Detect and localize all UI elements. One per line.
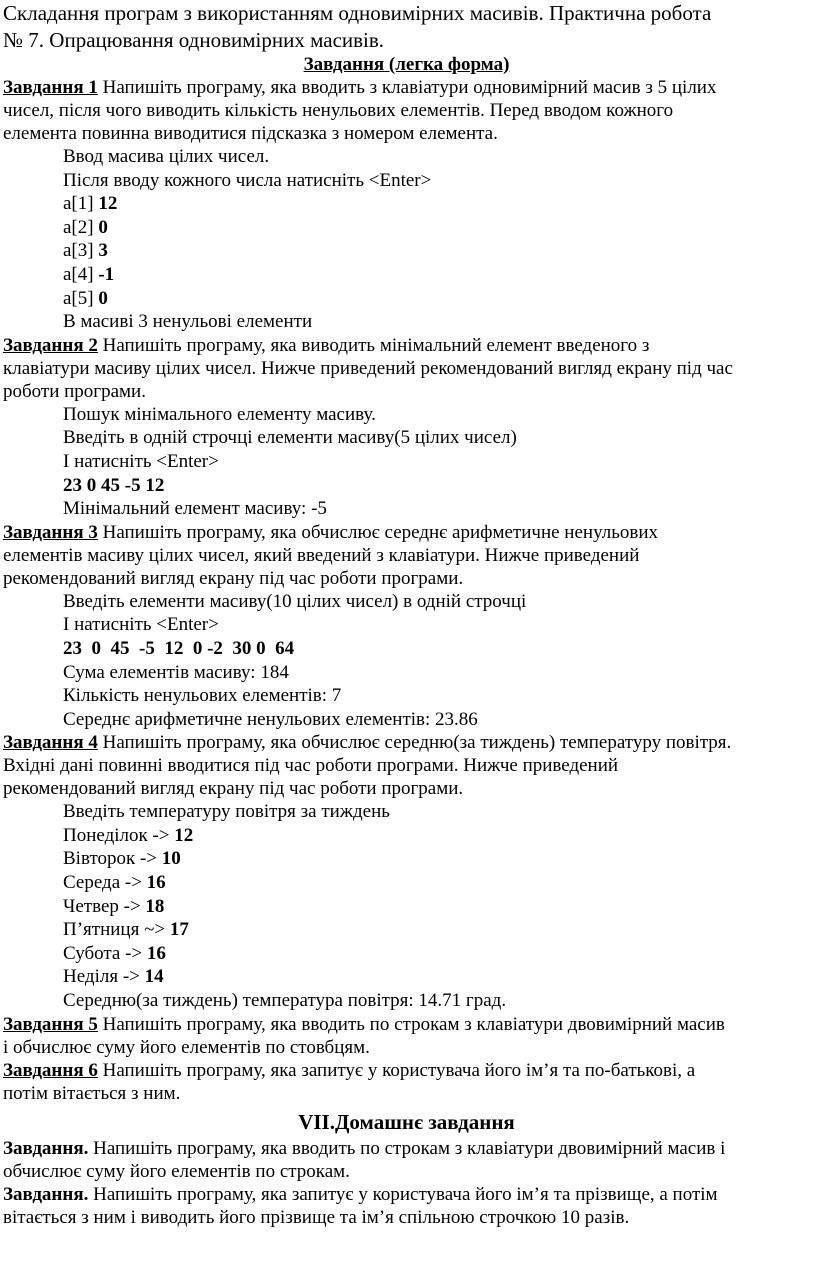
- sample-row: [63, 474, 810, 498]
- task-line: і обчислює суму його елементів по стовбцям.: [3, 1036, 370, 1058]
- task-line: елемента повинна виводитися підсказка з номером елемента.: [3, 123, 498, 144]
- task-label: Завдання.: [3, 1183, 89, 1205]
- task-text: Напишіть програму, яка вводить по строкам з клавіатури двовимірний масив і: [88, 1137, 726, 1159]
- sample-text: Неділя ->: [63, 966, 145, 988]
- sample-text: Введіть елементи масиву(10 цілих чисел) в одній строчці: [63, 590, 527, 612]
- sample-input: 12: [98, 193, 118, 215]
- task-line: [3, 334, 810, 357]
- task-line: вітається з ним і виводить його прізвище та ім’я спільною строчкою 10 разів.: [3, 1206, 630, 1228]
- sample-row: [63, 637, 810, 661]
- sample-input: 0: [98, 216, 108, 238]
- task-line: рекомендований вигляд екрану під час роботи програми.: [3, 778, 464, 800]
- sample-text: Понеділок ->: [63, 824, 175, 846]
- sample-row: [63, 263, 810, 287]
- task-line: Вхідні дані повинні вводитися під час роботи програми. Нижче приведений: [3, 755, 619, 777]
- sample-text: Пошук мінімального елементу масиву.: [63, 403, 376, 425]
- sample-input: -1: [98, 263, 115, 285]
- task-label: Завдання 3: [3, 521, 98, 543]
- task-line: елементів масиву цілих чисел, який введений з клавіатури. Нижче приведений: [3, 544, 640, 566]
- sample-row: [63, 918, 810, 942]
- sample-row: [63, 965, 810, 989]
- task-4-sample-output: [3, 800, 810, 1012]
- task-label: Завдання 5: [3, 1013, 98, 1035]
- sample-row: [63, 824, 810, 848]
- task-line: клавіатури масиву цілих чисел. Нижче приведений рекомендований вигляд екрану під час: [3, 357, 733, 379]
- task-text: Напишіть програму, яка виводить мінімальний елемент введеного з: [97, 334, 650, 356]
- sample-text: Сума елементів масиву: 184: [63, 661, 289, 683]
- homework-task-2: [3, 1183, 810, 1229]
- task-line: [3, 521, 810, 544]
- task-1-sample-output: [3, 145, 810, 334]
- sample-text: Кількість ненульових елементів: 7: [63, 685, 342, 707]
- task-line: потім вітається з ним.: [3, 1082, 181, 1104]
- task-label: Завдання 4: [3, 732, 98, 754]
- task-line: [3, 76, 810, 99]
- sample-text: Субота ->: [63, 942, 147, 964]
- sample-row: [63, 800, 810, 824]
- sample-text: І натисніть <Enter>: [63, 450, 219, 472]
- sample-row: [63, 239, 810, 263]
- task-line: [3, 1183, 810, 1206]
- task-line: [3, 1013, 810, 1036]
- sample-text: a[5]: [63, 287, 99, 309]
- homework-task-1: [3, 1137, 810, 1183]
- sample-text: a[1]: [63, 193, 99, 215]
- task-line: [3, 1137, 810, 1160]
- sample-row: [63, 989, 810, 1013]
- task-text: Напишіть програму, яка запитує у користувача його ім’я та по-батькові, а: [97, 1059, 696, 1081]
- sample-input: 10: [161, 848, 181, 870]
- task-text: Напишіть програму, яка вводить по строкам з клавіатури двовимірний масив: [97, 1013, 725, 1035]
- sample-input: 17: [169, 919, 189, 941]
- sample-text: a[4]: [63, 263, 99, 285]
- sample-row: [63, 871, 810, 895]
- sample-text: Ввод масива цілих чисел.: [63, 146, 270, 167]
- task-3-sample-output: [3, 590, 810, 732]
- sample-text: Мінімальний елемент масиву: -5: [63, 498, 327, 520]
- homework-heading: VII.Домашнє завдання: [298, 1109, 515, 1134]
- sample-row: [63, 145, 810, 169]
- task-4-statement: [3, 731, 810, 800]
- document-title: [3, 0, 810, 54]
- sample-input: 16: [146, 872, 166, 894]
- sample-row: [63, 661, 810, 685]
- sample-row: [63, 403, 810, 427]
- sample-row: [63, 684, 810, 708]
- task-line: роботи програми.: [3, 380, 146, 402]
- sample-text: Після вводу кожного числа натисніть <Enter>: [63, 169, 432, 191]
- sample-input: 12: [174, 824, 194, 846]
- sample-text: Введіть температуру повітря за тиждень: [63, 801, 390, 823]
- task-1-statement: [3, 76, 810, 145]
- sample-text: Четвер ->: [63, 895, 146, 917]
- sample-text: Середнє арифметичне ненульових елементів: 23.86: [63, 708, 478, 730]
- title-line: № 7. Опрацювання одновимірних масивів.: [3, 28, 385, 52]
- sample-text: П’ятниця ~>: [63, 919, 170, 941]
- task-line: [3, 731, 810, 754]
- sample-row: [63, 310, 810, 334]
- task-text: Напишіть програму, яка вводить з клавіатури одновимірний масив з 5 цілих: [97, 77, 717, 98]
- sample-text: a[2]: [63, 216, 99, 238]
- sample-text: a[3]: [63, 240, 99, 262]
- task-3-statement: [3, 521, 810, 590]
- sample-row: [63, 708, 810, 732]
- sample-row: [63, 169, 810, 193]
- sample-input: 18: [145, 895, 165, 917]
- task-line: чисел, після чого виводить кількість ненульових елементів. Перед вводом кожного: [3, 100, 674, 121]
- sample-row: [63, 590, 810, 614]
- sample-text: Введіть в одній строчці елементи масиву(5 цілих чисел): [63, 427, 517, 449]
- sample-row: [63, 942, 810, 966]
- sample-row: [63, 613, 810, 637]
- sample-row: [63, 895, 810, 919]
- sample-text: В масиві 3 ненульові елементи: [63, 311, 313, 333]
- sample-row: [63, 497, 810, 521]
- sample-input: 16: [146, 942, 166, 964]
- sample-text: Середню(за тиждень) температура повітря: 14.71 град.: [63, 990, 507, 1012]
- task-text: Напишіть програму, яка запитує у користувача його ім’я та прізвище, а потім: [88, 1183, 718, 1205]
- sample-text: Середа ->: [63, 872, 147, 894]
- sample-row: [63, 216, 810, 240]
- task-text: Напишіть програму, яка обчислює середнє арифметичне ненульових: [97, 521, 659, 543]
- task-text: Напишіть програму, яка обчислює середню(за тиждень) температуру повітря.: [97, 732, 732, 754]
- task-5-statement: [3, 1013, 810, 1059]
- task-line: обчислює суму його елементів по строкам.: [3, 1160, 350, 1182]
- sample-row: [63, 847, 810, 871]
- sample-input: 0: [98, 287, 108, 309]
- sample-text: Вівторок ->: [63, 848, 162, 870]
- sample-text: І натисніть <Enter>: [63, 614, 219, 636]
- section-subtitle: Завдання (легка форма): [303, 54, 510, 75]
- title-line: Складання програм з використанням одновимірних масивів. Практична робота: [3, 1, 712, 25]
- task-label: Завдання.: [3, 1137, 89, 1159]
- sample-row: [63, 426, 810, 450]
- task-6-statement: [3, 1059, 810, 1105]
- sample-row: [63, 450, 810, 474]
- task-line: рекомендований вигляд екрану під час роботи програми.: [3, 567, 464, 589]
- sample-input: 3: [98, 240, 108, 262]
- task-label: Завдання 1: [3, 77, 98, 98]
- task-label: Завдання 6: [3, 1059, 98, 1081]
- sample-input: 23 0 45 -5 12: [63, 474, 165, 496]
- sample-input: 14: [144, 966, 164, 988]
- task-2-sample-output: [3, 403, 810, 521]
- sample-input: 23 0 45 -5 12 0 -2 30 0 64: [63, 637, 295, 659]
- sample-row: [63, 192, 810, 216]
- task-label: Завдання 2: [3, 334, 98, 356]
- task-2-statement: [3, 334, 810, 403]
- sample-row: [63, 287, 810, 311]
- task-line: [3, 1059, 810, 1082]
